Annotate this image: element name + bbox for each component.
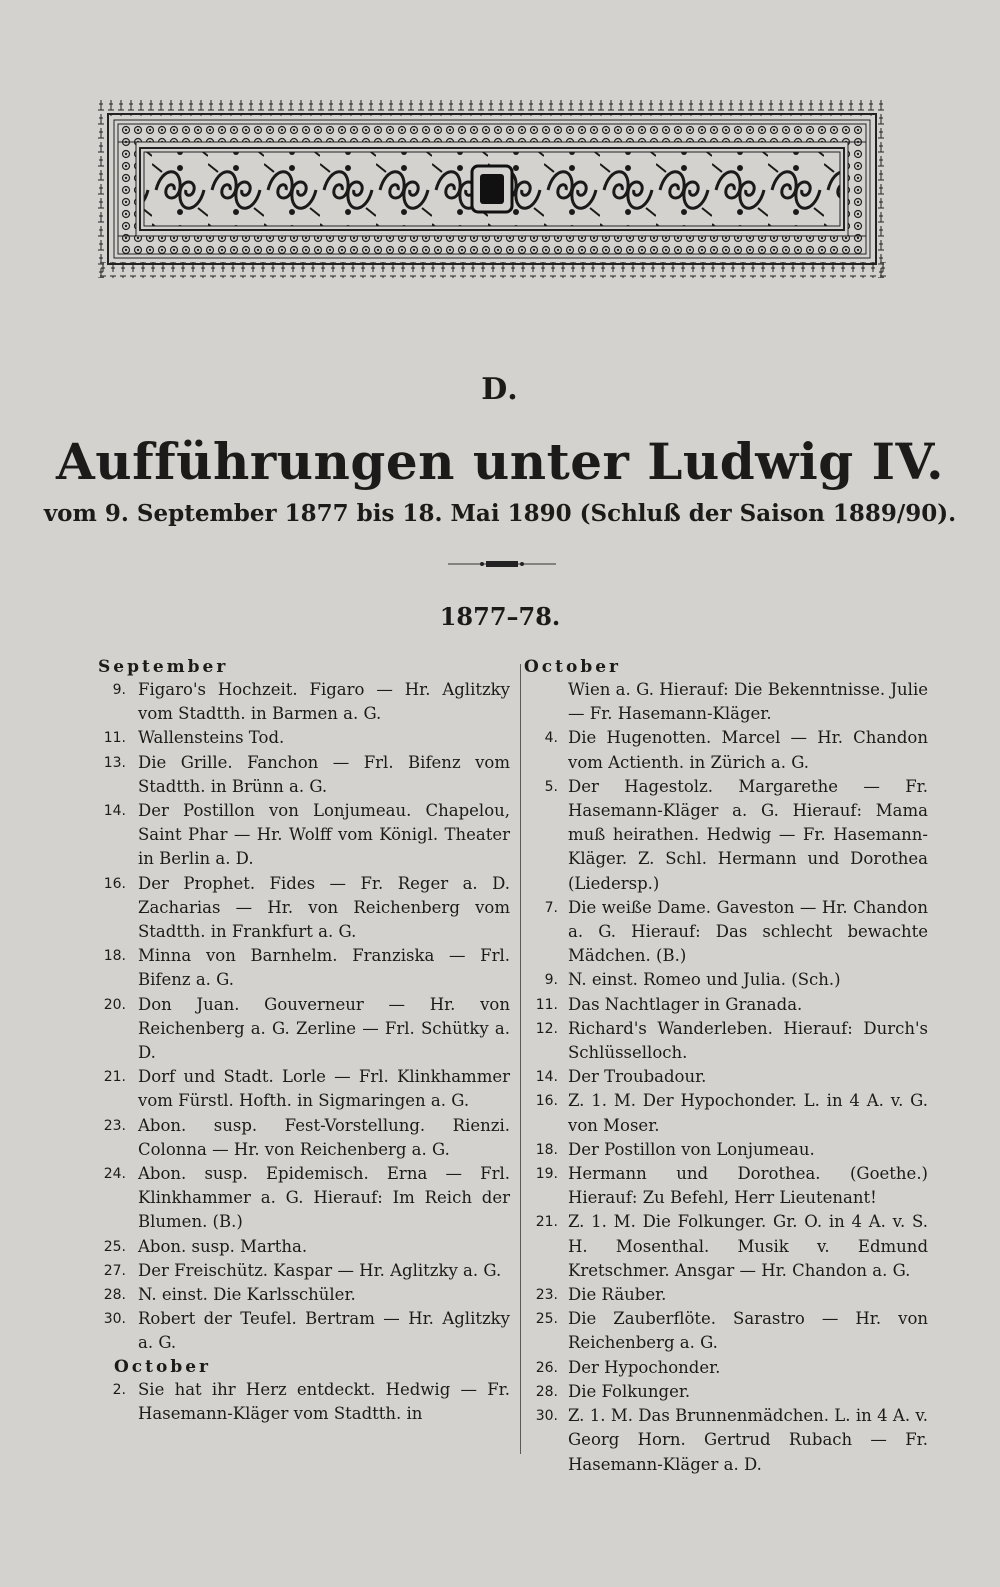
entry-date: 19. [535,1166,558,1183]
list-item [524,1307,928,1355]
ornamental-divider [448,560,556,568]
entry-date: 13. [103,754,126,771]
list-item [524,1356,928,1380]
month-heading: October [114,1356,212,1377]
entry-text: N. einst. Romeo und Julia. (Sch.) [568,970,841,990]
entry-text: Dorf und Stadt. Lorle — Frl. Klinkhammer vom Fürstl. Hofth. in Sigmaringen a. G. [138,1067,510,1111]
list-item [98,726,510,750]
entry-date: 21. [103,1069,126,1086]
list-item [98,872,510,945]
entry-text: Die Hugenotten. Marcel — Hr. Chandon vom Actienth. in Zürich a. G. [568,728,928,772]
entry-date: 9. [112,682,126,698]
month-heading: September [98,657,229,677]
list-item [98,1162,510,1235]
list-item [524,1380,928,1404]
right-column [524,656,928,1477]
entry-date: 26. [535,1359,558,1376]
entry-date: 9. [544,972,558,989]
list-item [98,1235,510,1259]
list-item [524,1404,928,1477]
entry-date: 27. [103,1262,126,1279]
list-item [98,1114,510,1162]
entry-text: Abon. susp. Martha. [138,1236,308,1256]
list-item [98,1259,510,1283]
list-item [524,678,928,726]
entry-text: Der Hypochonder. [568,1357,721,1377]
list-item [524,1065,928,1089]
entry-date: 30. [103,1311,126,1328]
entry-date: 25. [103,1238,126,1255]
page-title: Aufführungen unter Ludwig IV. [55,432,945,491]
list-item [98,993,510,1066]
entry-date: 18. [103,948,126,965]
entry-date: 7. [544,899,558,916]
list-item [98,1378,510,1426]
date-range-subtitle: vom 9. September 1877 bis 18. Mai 1890 (Schluß der Saison 1889/90). [43,500,957,527]
entry-text: Don Juan. Gouverneur — Hr. von Reichenberg a. G. Zerline — Frl. Schütky a. D. [138,994,510,1063]
ornamental-header-band [96,100,888,278]
entry-text: Der Postillon von Lonjumeau. Chapelou, Saint Phar — Hr. Wolff vom Königl. Theater in Berlin a. D. [138,801,510,869]
list-item [98,678,510,726]
list-item [524,896,928,969]
entry-text: Die Folkunger. [568,1381,691,1401]
entry-text: Der Postillon von Lonjumeau. [568,1139,815,1159]
entry-text: Z. 1. M. Der Hypochonder. L. in 4 A. v. G. von Moser. [568,1091,928,1135]
entry-date: 14. [535,1069,558,1086]
list-item [524,726,928,774]
entry-date: 25. [535,1311,558,1328]
list-item [98,751,510,799]
entry-date: 16. [535,1093,558,1110]
entry-date: 5. [544,778,558,795]
entry-text: Z. 1. M. Das Brunnenmädchen. L. in 4 A. v. Georg Horn. Gertrud Rubach — Fr. Hasemann-Kläger a. D. [568,1406,928,1474]
entry-text: Hermann und Dorothea. (Goethe.) Hierauf: Zu Befehl, Herr Lieutenant! [568,1164,928,1208]
entry-date: 18. [535,1141,558,1158]
entry-text: Die Grille. Fanchon — Frl. Bifenz vom Stadtth. in Brünn a. G. [138,752,510,796]
entry-text: Der Troubadour. [568,1067,707,1087]
left-column [98,656,510,1426]
entry-text: Robert der Teufel. Bertram — Hr. Aglitzky a. G. [138,1309,510,1353]
entry-date: 14. [103,803,126,820]
entry-text: N. einst. Die Karlsschüler. [138,1285,356,1305]
list-item [98,1307,510,1355]
list-item [524,993,928,1017]
entry-text: Die Zauberflöte. Sarastro — Hr. von Reichenberg a. G. [568,1309,928,1353]
season-heading: 1877–78. [439,602,561,631]
entry-text: Z. 1. M. Die Folkunger. Gr. O. in 4 A. v. S. H. Mosenthal. Musik v. Edmund Kretschmer. Ansgar — Hr. Chandon a. G. [568,1212,928,1280]
entry-date: 28. [535,1383,558,1400]
entry-text: Die weiße Dame. Gaveston — Hr. Chandon a. G. Hierauf: Das schlecht bewachte Mädchen. (B.) [568,897,928,966]
entry-text: Minna von Barnhelm. Franziska — Frl. Bifenz a. G. [138,946,510,990]
entry-date: 28. [103,1287,126,1304]
entry-text: Das Nachtlager in Granada. [568,994,803,1014]
list-item [98,944,510,992]
entry-text: Der Hagestolz. Margarethe — Fr. Hasemann-Kläger a. G. Hierauf: Mama muß heirathen. Hedwig — Fr. Hasemann-Kläger. Z. Schl. Hermann und Dorothea (Liedersp.) [568,776,928,893]
list-item [524,1283,928,1307]
entry-date: 12. [535,1020,558,1037]
entry-date: 16. [103,875,126,892]
entry-text: Sie hat ihr Herz entdeckt. Hedwig — Fr. Hasemann-Kläger vom Stadtth. in [138,1379,510,1423]
entry-date: 21. [535,1214,558,1231]
entry-text: Abon. susp. Fest-Vorstellung. Rienzi. Colonna — Hr. von Reichenberg a. G. [138,1115,510,1159]
entry-date: 11. [103,730,126,747]
entry-date: 23. [103,1117,126,1134]
entry-text: Der Freischütz. Kaspar — Hr. Aglitzky a. G. [138,1260,502,1280]
list-item [524,775,928,896]
entry-date: 24. [103,1166,126,1183]
entry-text: Wien a. G. Hierauf: Die Bekenntnisse. Julie — Fr. Hasemann-Kläger. [568,680,928,724]
entry-date: 2. [112,1381,126,1398]
entry-date: 23. [535,1287,558,1304]
entry-text: Der Prophet. Fides — Fr. Reger a. D. Zacharias — Hr. von Reichenberg vom Stadtth. in Frankfurt a. G. [138,873,510,942]
entry-date: 11. [535,996,558,1013]
entry-date: 4. [544,730,558,747]
section-letter: D. [481,372,519,407]
month-heading: October [524,657,622,677]
list-item [524,1089,928,1137]
entry-text: Die Räuber. [568,1285,667,1305]
entry-date: 30. [535,1408,558,1425]
list-item [524,1210,928,1283]
list-item [524,968,928,992]
list-item [524,1138,928,1162]
list-item [524,1017,928,1065]
column-divider [520,664,521,1454]
entry-text: Wallensteins Tod. [138,728,285,748]
list-item [524,1162,928,1210]
entry-text: Richard's Wanderleben. Hierauf: Durch's Schlüsselloch. [568,1018,928,1063]
entry-text: Abon. susp. Epidemisch. Erna — Frl. Klinkhammer a. G. Hierauf: Im Reich der Blumen. (B.) [138,1164,510,1232]
entry-date: 20. [103,996,126,1013]
entry-text: Figaro's Hochzeit. Figaro — Hr. Aglitzky vom Stadtth. in Barmen a. G. [138,680,510,724]
list-item [98,1065,510,1113]
list-item [98,799,510,872]
list-item [98,1283,510,1307]
